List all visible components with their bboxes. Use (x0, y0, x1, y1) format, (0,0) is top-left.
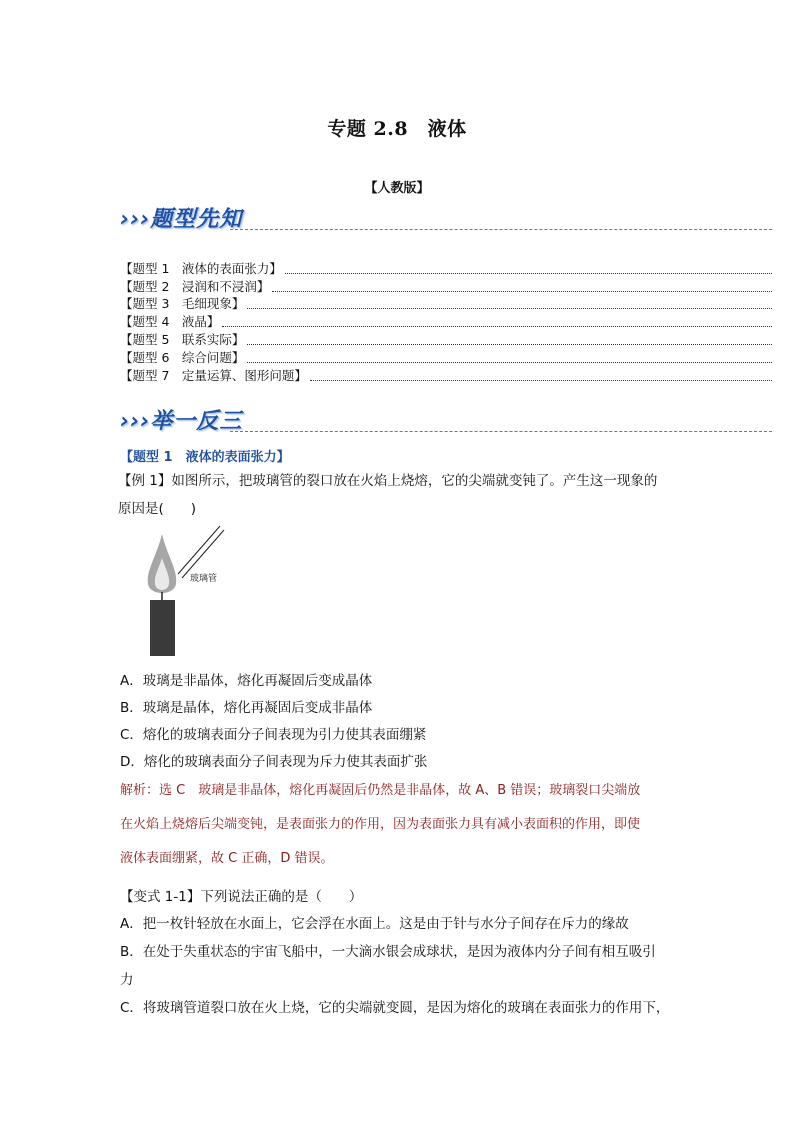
toc-item-label: 【题型 5 联系实际】 (120, 331, 245, 347)
toc-leader-dots (222, 326, 772, 327)
analysis-line: 解析：选 C 玻璃是非晶体，熔化再凝固后仍然是非晶体，故 A、B 错误；玻璃裂口尖端放 (120, 783, 641, 798)
toc-leader-dots (247, 344, 772, 345)
dashed-divider (230, 229, 772, 230)
dashed-divider (230, 431, 772, 432)
option-b: B．玻璃是晶体，熔化再凝固后变成非晶体 (120, 700, 373, 716)
toc-item-label: 【题型 3 毛细现象】 (120, 296, 245, 312)
banner-examples (120, 404, 780, 438)
option-d: D．熔化的玻璃表面分子间表现为斥力使其表面扩张 (120, 754, 428, 770)
figure-label: 玻璃管 (190, 574, 218, 584)
glass-tube-edge (178, 526, 220, 574)
toc-item[interactable] (120, 259, 774, 277)
example-1-stem-line1: 【例 1】如图所示，把玻璃管的裂口放在火焰上烧熔，它的尖端就变钝了。产生这一现象的 (118, 473, 658, 489)
toc-item-label: 【题型 6 综合问题】 (120, 349, 245, 365)
toc-item-label: 【题型 4 液晶】 (120, 314, 220, 330)
table-of-contents (120, 259, 774, 384)
section-heading: 【题型 1 液体的表面张力】 (120, 450, 290, 465)
toc-leader-dots (247, 362, 772, 363)
page-title: 专题 2.8 液体 (327, 118, 467, 140)
candle-body (150, 600, 175, 656)
toc-leader-dots (285, 273, 772, 274)
toc-leader-dots (247, 308, 772, 309)
banner-text: ›››举一反三 (120, 409, 243, 434)
banner-text: ›››题型先知 (120, 207, 243, 232)
banner-question-types (120, 202, 780, 236)
variant-option-b-cont: 力 (120, 972, 134, 988)
analysis-line: 在火焰上烧熔后尖端变钝，是表面张力的作用，因为表面张力具有减小表面积的作用，即使 (120, 817, 641, 832)
toc-item[interactable] (120, 348, 774, 366)
variant-option-c: C．将玻璃管道裂口放在火上烧，它的尖端就变圆，是因为熔化的玻璃在表面张力的作用下， (120, 1000, 670, 1016)
variant-option-b: B．在处于失重状态的宇宙飞船中，一大滴水银会成球状，是因为液体内分子间有相互吸引 (120, 944, 656, 960)
toc-item[interactable] (120, 330, 774, 348)
edition-label: 【人教版】 (364, 181, 430, 196)
toc-item-label: 【题型 1 液体的表面张力】 (120, 260, 282, 276)
variant-option-a: A．把一枚针轻放在水面上，它会浮在水面上。这是由于针与水分子间存在斥力的缘故 (120, 916, 629, 932)
example-1-stem-line2: 原因是( ) (118, 501, 197, 517)
toc-item[interactable] (120, 277, 774, 295)
option-a: A．玻璃是非晶体，熔化再凝固后变成晶体 (120, 673, 373, 689)
variant-1-1-stem: 【变式 1-1】下列说法正确的是（ ） (120, 889, 363, 905)
toc-item[interactable] (120, 366, 774, 384)
toc-item-label: 【题型 2 浸润和不浸润】 (120, 278, 270, 294)
toc-item[interactable] (120, 295, 774, 313)
toc-leader-dots (310, 380, 772, 381)
analysis-line: 液体表面绷紧，故 C 正确，D 错误。 (120, 851, 334, 866)
toc-leader-dots (272, 291, 772, 292)
candle-figure (140, 522, 240, 658)
option-c: C．熔化的玻璃表面分子间表现为引力使其表面绷紧 (120, 727, 427, 743)
toc-item[interactable] (120, 312, 774, 330)
candle-illustration (140, 522, 240, 658)
toc-item-label: 【题型 7 定量运算、图形问题】 (120, 367, 307, 383)
